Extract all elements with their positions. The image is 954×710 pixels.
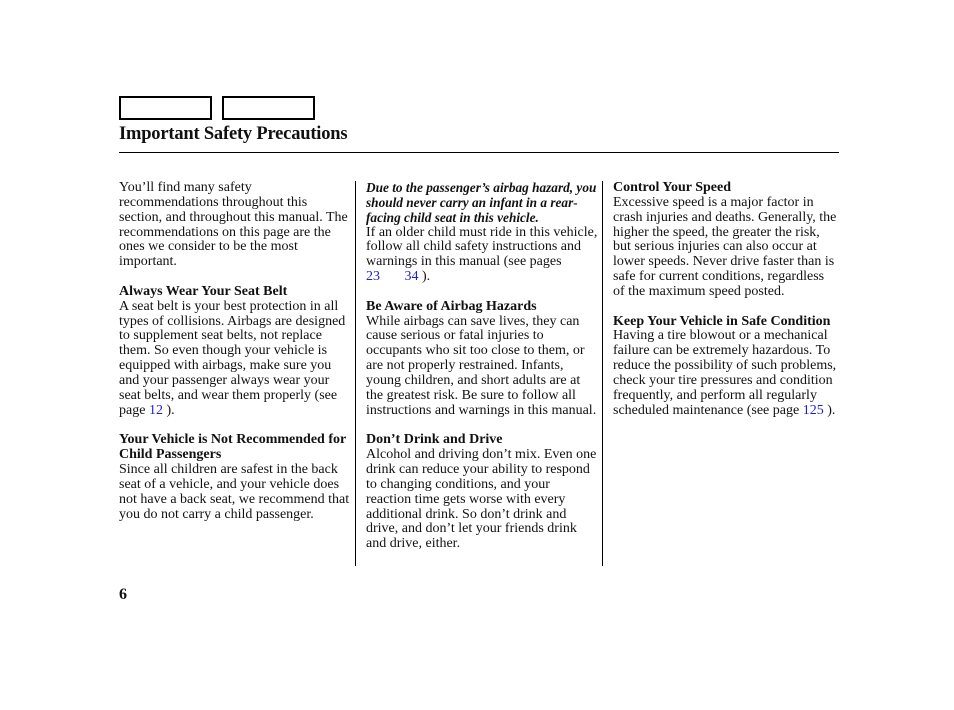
drink-text: Alcohol and driving don’t mix. Even one drink can reduce your ability to respond to changing conditions, and your reaction time gets worse with every additional drink. So don’t drink and drive, and don’t let your friends drink and drive, either. [366,447,597,552]
page-title: Important Safety Precautions [119,124,348,144]
child-section [119,433,351,522]
column-middle [366,181,598,567]
seatbelt-heading: Always Wear Your Seat Belt [119,283,288,299]
seatbelt-text: A seat belt is your best protection in all types of collisions. Airbags are designed to supplement seat belts, not replace them. So even though your vehicle is equipped with airbags, make sure you and your passenger always wear your seat belts, and wear them properly (see page [119,298,346,418]
speed-heading: Control Your Speed [613,180,731,195]
page-link-23[interactable]: 23 [366,269,380,285]
older-child-text: If an older child must ride in this vehicle, follow all child safety instructions and warnings in this manual (see pages [366,224,598,270]
column-divider [602,181,603,566]
older-child-section [366,181,598,285]
airbag-section [366,300,598,419]
airbag-heading: Be Aware of Airbag Hazards [366,298,537,314]
child-text: Since all children are safest in the back seat of a vehicle, and your vehicle does not have a back seat, we recommend that you do not carry a child passenger. [119,462,350,522]
intro-paragraph: You’ll find many safety recommendations throughout this section, and throughout this manual. The recommendations on this page are the ones we consider to be the most important. [119,180,348,270]
condition-close: ). [827,402,836,418]
column-left [119,181,351,537]
page-link-125[interactable]: 125 [802,402,824,418]
page-link-34[interactable]: 34 [404,269,419,285]
condition-text: Having a tire blowout or a mechanical failure can be extremely hazardous. To reduce the possibility of such problems, check your tire pressures and condition frequently, and perform all regularly scheduled maintenance (see page [613,328,837,418]
seatbelt-section [119,285,351,419]
airbag-text: While airbags can save lives, they can cause serious or fatal injuries to occupants who sit too close to them, or are not properly restrained. Infants, young children, and short adults are at the greatest risk. Be sure to follow all instructions and warnings in this manual. [366,313,597,418]
condition-section [613,315,839,419]
page-link-12[interactable]: 12 [148,402,163,418]
condition-heading: Keep Your Vehicle in Safe Condition [613,313,831,329]
older-child-close: ). [422,269,431,285]
speed-section [613,181,839,300]
title-divider [119,152,839,153]
infant-warning: Due to the passenger’s airbag hazard, you should never carry an infant in a rear-facing child seat in this vehicle. [366,180,597,225]
main-menu-button[interactable] [119,96,212,120]
column-right [613,181,839,433]
column-divider [355,181,356,566]
seatbelt-close: ). [166,402,175,418]
speed-text: Excessive speed is a major factor in crash injuries and deaths. Generally, the higher the speed, the greater the risk, but serious injuries can also occur at lower speeds. Never drive faster than is safe for current conditions, regardless of the maximum speed posted. [613,194,837,299]
drink-heading: Don’t Drink and Drive [366,432,503,448]
page-number: 6 [119,586,127,603]
index-button[interactable] [222,96,315,120]
drink-section [366,433,598,552]
child-heading: Your Vehicle is Not Recommended for Child Passengers [119,432,346,463]
